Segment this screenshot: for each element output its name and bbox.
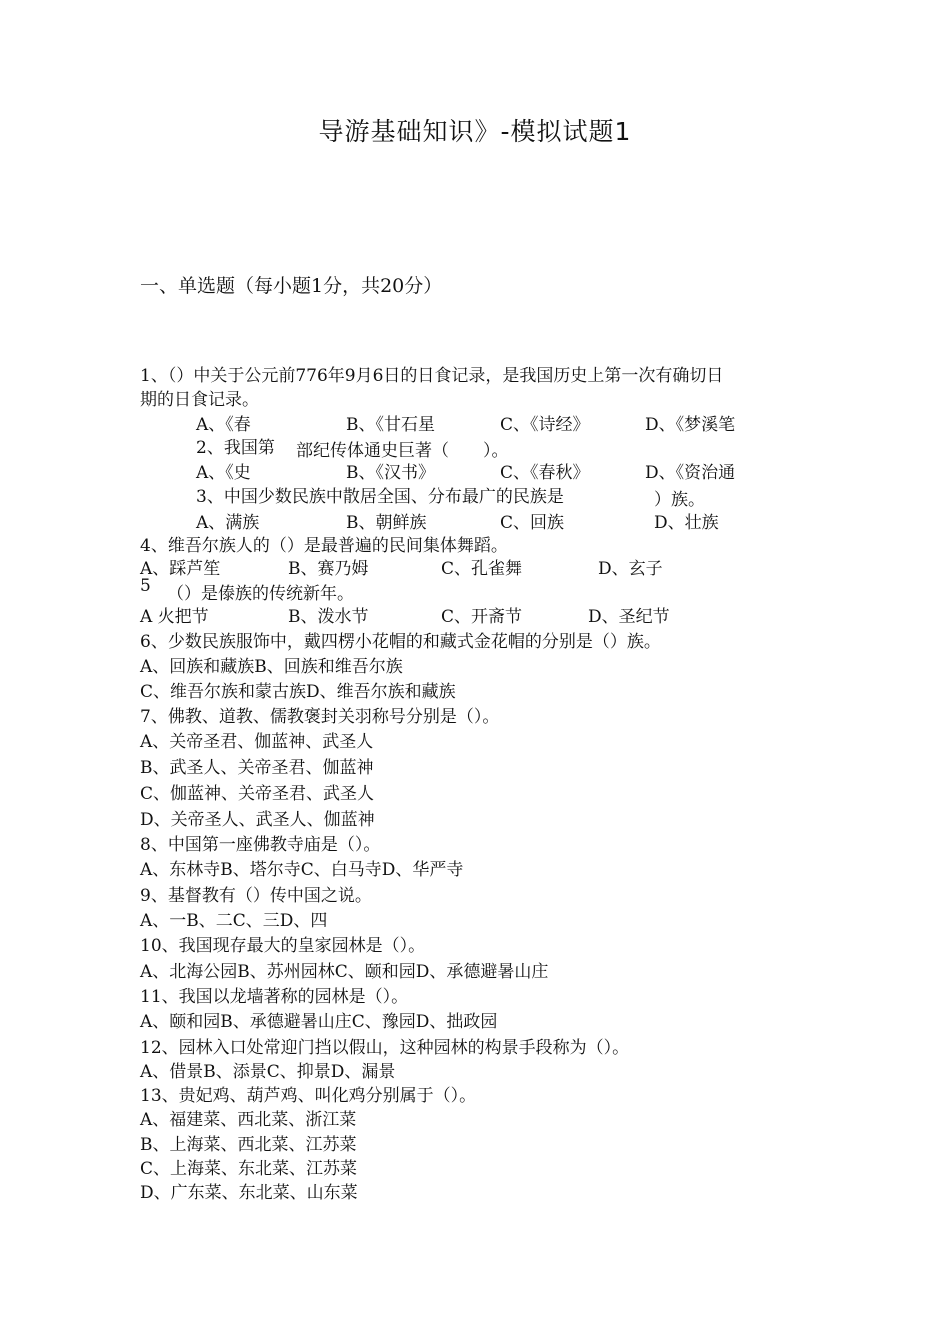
question-1-stem: 1、（）中关于公元前776年9月6日的日食记录，是我国历史上第一次有确切日 (140, 366, 724, 386)
question-3-option-d: D、壮族 (654, 513, 719, 533)
question-3-option-c: C、回族 (500, 513, 565, 533)
question-12-stem: 12、园林入口处常迎门挡以假山，这种园林的构景手段称为（）。 (140, 1038, 630, 1058)
question-3-option-b: B、朝鲜族 (346, 513, 427, 533)
question-11-stem: 11、我国以龙墙著称的园林是（）。 (140, 987, 409, 1007)
question-1-option-c: C、《诗经》 (500, 415, 590, 435)
question-3-option-a: A、满族 (196, 513, 260, 533)
question-1-option-d: D、《梦溪笔 (645, 415, 736, 435)
section-heading: 一、单选题（每小题1分，共20分） (140, 275, 443, 297)
question-7-stem: 7、佛教、道教、儒教褒封关羽称号分别是（）。 (140, 707, 500, 727)
question-13-option-b: B、上海菜、西北菜、江苏菜 (140, 1135, 357, 1155)
question-6-stem: 6、少数民族服饰中，戴四楞小花帽的和藏式金花帽的分别是（）族。 (140, 632, 661, 652)
question-2-stem: 2、我国第 (196, 438, 275, 458)
question-1-option-b: B、《甘石星 (346, 415, 435, 435)
question-5-number: 5 (140, 576, 151, 596)
question-4-option-a: A、踩芦笙 (140, 559, 221, 579)
question-13-option-d: D、广东菜、东北菜、山东菜 (140, 1183, 358, 1203)
question-13-stem: 13、贵妃鸡、葫芦鸡、叫化鸡分别属于（）。 (140, 1086, 477, 1106)
question-3-stem-cont: ）族。 (654, 490, 705, 510)
question-2-option-a: A、《史 (196, 463, 251, 483)
question-2-option-d: D、《资治通 (645, 463, 736, 483)
question-2-option-b: B、《汉书》 (346, 463, 435, 483)
question-1-option-a: A、《春 (196, 415, 251, 435)
question-7-option-c: C、伽蓝神、关帝圣君、武圣人 (140, 784, 375, 804)
question-10-options: A、北海公园B、苏州园林C、颐和园D、承德避暑山庄 (140, 962, 549, 982)
question-11-options: A、颐和园B、承德避暑山庄C、豫园D、拙政园 (140, 1012, 498, 1032)
question-5-option-d: D、圣纪节 (588, 607, 670, 627)
question-6-options-cd: C、维吾尔族和蒙古族D、维吾尔族和藏族 (140, 682, 456, 702)
question-10-stem: 10、我国现存最大的皇家园林是（）。 (140, 936, 426, 956)
question-7-option-a: A、关帝圣君、伽蓝神、武圣人 (140, 732, 374, 752)
question-8-options: A、东林寺B、塔尔寺C、白马寺D、华严寺 (140, 860, 464, 880)
question-3-stem: 3、中国少数民族中散居全国、分布最广的民族是 (196, 487, 564, 507)
question-13-option-c: C、上海菜、东北菜、江苏菜 (140, 1159, 358, 1179)
question-8-stem: 8、中国第一座佛教寺庙是（）。 (140, 835, 381, 855)
question-9-stem: 9、基督教有（）传中国之说。 (140, 886, 372, 906)
question-13-option-a: A、福建菜、西北菜、浙江菜 (140, 1110, 357, 1130)
question-12-options: A、借景B、添景C、抑景D、漏景 (140, 1062, 396, 1082)
question-5-option-a: A 火把节 (140, 607, 209, 627)
question-5-stem: （）是傣族的传统新年。 (167, 584, 354, 604)
question-2-option-c: C、《春秋》 (500, 463, 590, 483)
question-4-option-d: D、玄子 (598, 559, 663, 579)
document-title: 导游基础知识》-模拟试题1 (318, 117, 632, 146)
question-6-options-ab: A、回族和藏族B、回族和维吾尔族 (140, 657, 403, 677)
question-5-option-b: B、泼水节 (288, 607, 369, 627)
question-1-stem-cont: 期的日食记录。 (140, 390, 259, 410)
question-4-option-c: C、孔雀舞 (441, 559, 523, 579)
question-4-option-b: B、赛乃姆 (288, 559, 369, 579)
question-9-options: A、一B、二C、三D、四 (140, 911, 328, 931)
question-5-option-c: C、开斋节 (441, 607, 523, 627)
question-4-stem: 4、维吾尔族人的（）是最普遍的民间集体舞蹈。 (140, 536, 508, 556)
question-7-option-b: B、武圣人、关帝圣君、伽蓝神 (140, 758, 374, 778)
question-7-option-d: D、关帝圣人、武圣人、伽蓝神 (140, 810, 375, 830)
question-2-stem-cont: 部纪传体通史巨著（ ）。 (296, 441, 509, 461)
